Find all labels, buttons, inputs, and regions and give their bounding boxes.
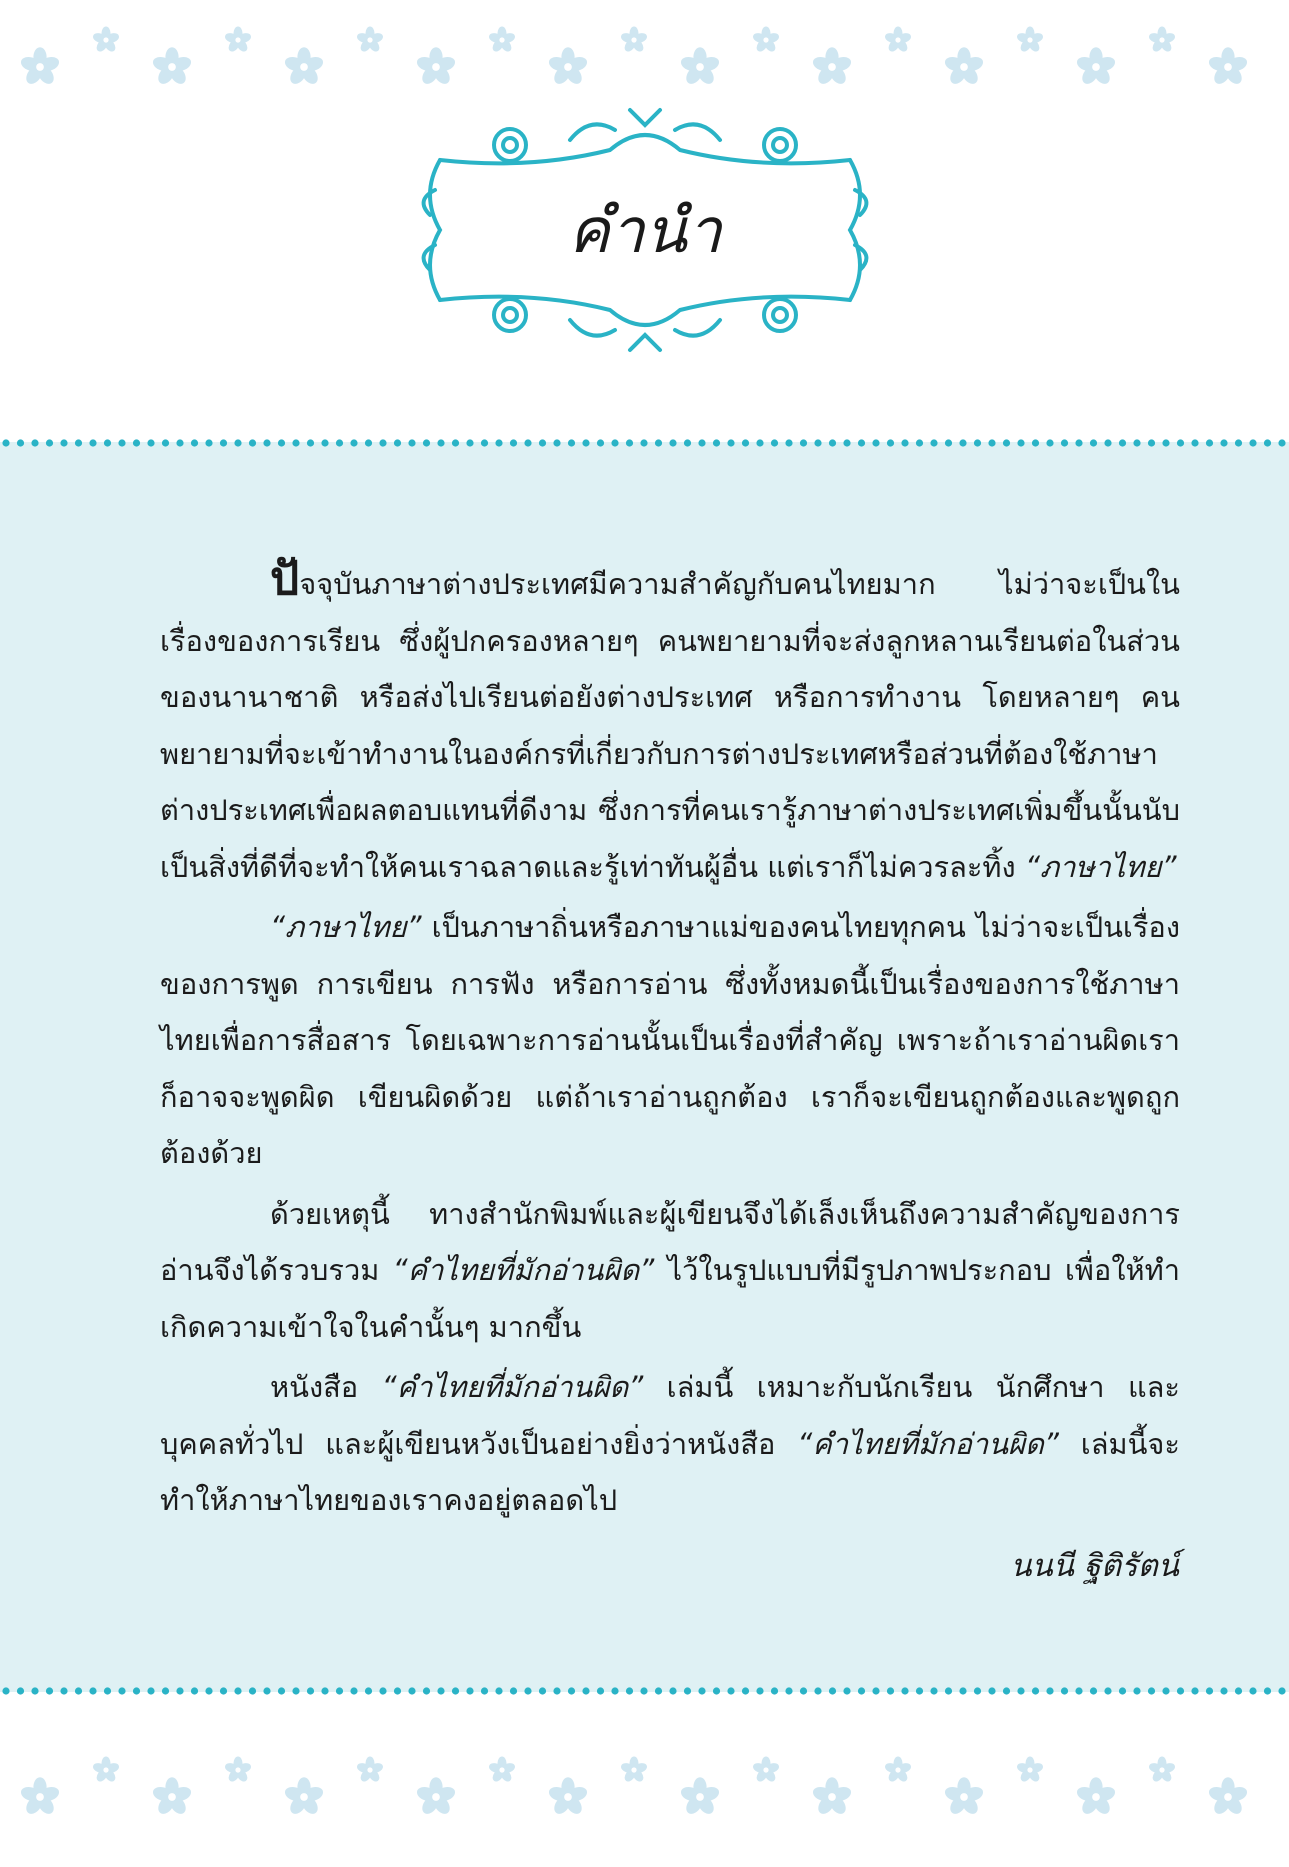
flower-icon: [18, 1775, 62, 1819]
flower-icon: [942, 45, 986, 89]
flower-icon: [355, 1755, 385, 1785]
flower-icon: [1206, 1775, 1250, 1819]
preface-body: [160, 550, 1180, 1529]
flower-icon: [487, 1755, 517, 1785]
title-ornament-frame: [410, 100, 880, 360]
bottom-flower-decoration: [0, 1740, 1289, 1860]
quote-thai-language: “ภาษาไทย”: [270, 910, 422, 944]
flower-icon: [91, 25, 121, 55]
flower-icon: [1147, 1755, 1177, 1785]
flower-icon: [883, 1755, 913, 1785]
flower-icon: [1206, 45, 1250, 89]
flower-icon: [282, 45, 326, 89]
flower-icon: [18, 45, 62, 89]
flower-icon: [150, 45, 194, 89]
flower-icon: [223, 25, 253, 55]
paragraph-4-text-middle: เล่มนี้ เหมาะกับนักเรียน นักศึกษา และบุคคลทั่วไป และผู้เขียนหวังเป็นอย่างยิ่งว่าหนังสือ: [160, 1370, 1181, 1461]
flower-icon: [751, 25, 781, 55]
paragraph-4-text: หนังสือ: [270, 1370, 382, 1404]
author-signature: นนนี ฐิติรัตน์: [1010, 1548, 1179, 1584]
flower-icon: [810, 1775, 854, 1819]
flower-icon: [414, 1775, 458, 1819]
flower-icon: [1147, 25, 1177, 55]
flower-icon: [619, 25, 649, 55]
paragraph-3-text-end: ไว้ในรูปแบบที่มีรูปภาพประกอบ เพื่อให้ทำเกิดความเข้าใจในคำนั้นๆ มากขึ้น: [160, 1253, 1180, 1344]
flower-icon: [223, 1755, 253, 1785]
paragraph-4-text-end: เล่มนี้จะทำให้ภาษาไทยของเราคงอยู่ตลอดไป: [160, 1426, 1180, 1517]
dotted-border-top: [0, 438, 1289, 448]
flower-icon: [1015, 1755, 1045, 1785]
quote-book-title: “คำไทยที่มักอ่านผิด”: [392, 1253, 655, 1287]
page-title: คำนำ: [568, 194, 722, 267]
flower-icon: [150, 1775, 194, 1819]
paragraph-2: [160, 899, 1180, 1182]
flower-icon: [546, 45, 590, 89]
flower-icon: [678, 45, 722, 89]
paragraph-4: [160, 1359, 1180, 1529]
flower-icon: [942, 1775, 986, 1819]
drop-cap: ปั: [270, 551, 300, 605]
paragraph-3-text: ด้วยเหตุนี้ ทางสำนักพิมพ์และผู้เขียนจึงได้เล็งเห็นถึงความสำคัญของการอ่านจึงได้รวบรวม: [160, 1196, 1180, 1287]
flower-icon: [91, 1755, 121, 1785]
flower-icon: [678, 1775, 722, 1819]
flower-icon: [1074, 45, 1118, 89]
flower-icon: [810, 45, 854, 89]
flower-icon: [883, 25, 913, 55]
paragraph-1-text: จจุบันภาษาต่างประเทศมีความสำคัญกับคนไทยมาก ไม่ว่าจะเป็นในเรื่องของการเรียน ซึ่งผู้ปกครองหลายๆ คนพยายามที่จะส่งลูกหลานเรียนต่อในส่วนของนานาชาติ หรือส่งไปเรียนต่อยังต่างประเทศ หรือการทำงาน โดยหลายๆ คนพยายามที่จะเข้าทำงานในองค์กรที่เกี่ยวกับการต่างประเทศหรือส่วนที่ต้องใช้ภาษาต่างประเทศเพื่อผลตอบแทนที่ดีงาม ซึ่งการที่คนเรารู้ภาษาต่างประเทศเพิ่มขึ้นนั้นนับเป็นสิ่งที่ดีที่จะทำให้คนเราฉลาดและรู้เท่าทันผู้อื่น แต่เราก็ไม่ควรละทิ้ง: [160, 567, 1180, 884]
flower-icon: [619, 1755, 649, 1785]
paragraph-3: [160, 1186, 1180, 1356]
quote-book-title: “คำไทยที่มักอ่านผิด”: [797, 1426, 1059, 1461]
flower-icon: [546, 1775, 590, 1819]
quote-book-title: “คำไทยที่มักอ่านผิด”: [381, 1370, 644, 1404]
flower-icon: [1074, 1775, 1118, 1819]
flower-icon: [414, 45, 458, 89]
flower-icon: [1015, 25, 1045, 55]
flower-icon: [487, 25, 517, 55]
flower-icon: [282, 1775, 326, 1819]
flower-icon: [751, 1755, 781, 1785]
quote-thai-language: “ภาษาไทย”: [1024, 849, 1177, 884]
paragraph-1: [160, 550, 1180, 895]
dotted-border-bottom: [0, 1686, 1289, 1696]
flower-icon: [355, 25, 385, 55]
paragraph-2-text: เป็นภาษาถิ่นหรือภาษาแม่ของคนไทยทุกคน ไม่ว่าจะเป็นเรื่องของการพูด การเขียน การฟัง หรือการอ่าน ซึ่งทั้งหมดนี้เป็นเรื่องของการใช้ภาษาไทยเพื่อการสื่อสาร โดยเฉพาะการอ่านนั้นเป็นเรื่องที่สำคัญ เพราะถ้าเราอ่านผิดเราก็อาจจะพูดผิด เขียนผิดด้วย แต่ถ้าเราอ่านถูกต้อง เราก็จะเขียนถูกต้องและพูดถูกต้องด้วย: [160, 910, 1180, 1170]
